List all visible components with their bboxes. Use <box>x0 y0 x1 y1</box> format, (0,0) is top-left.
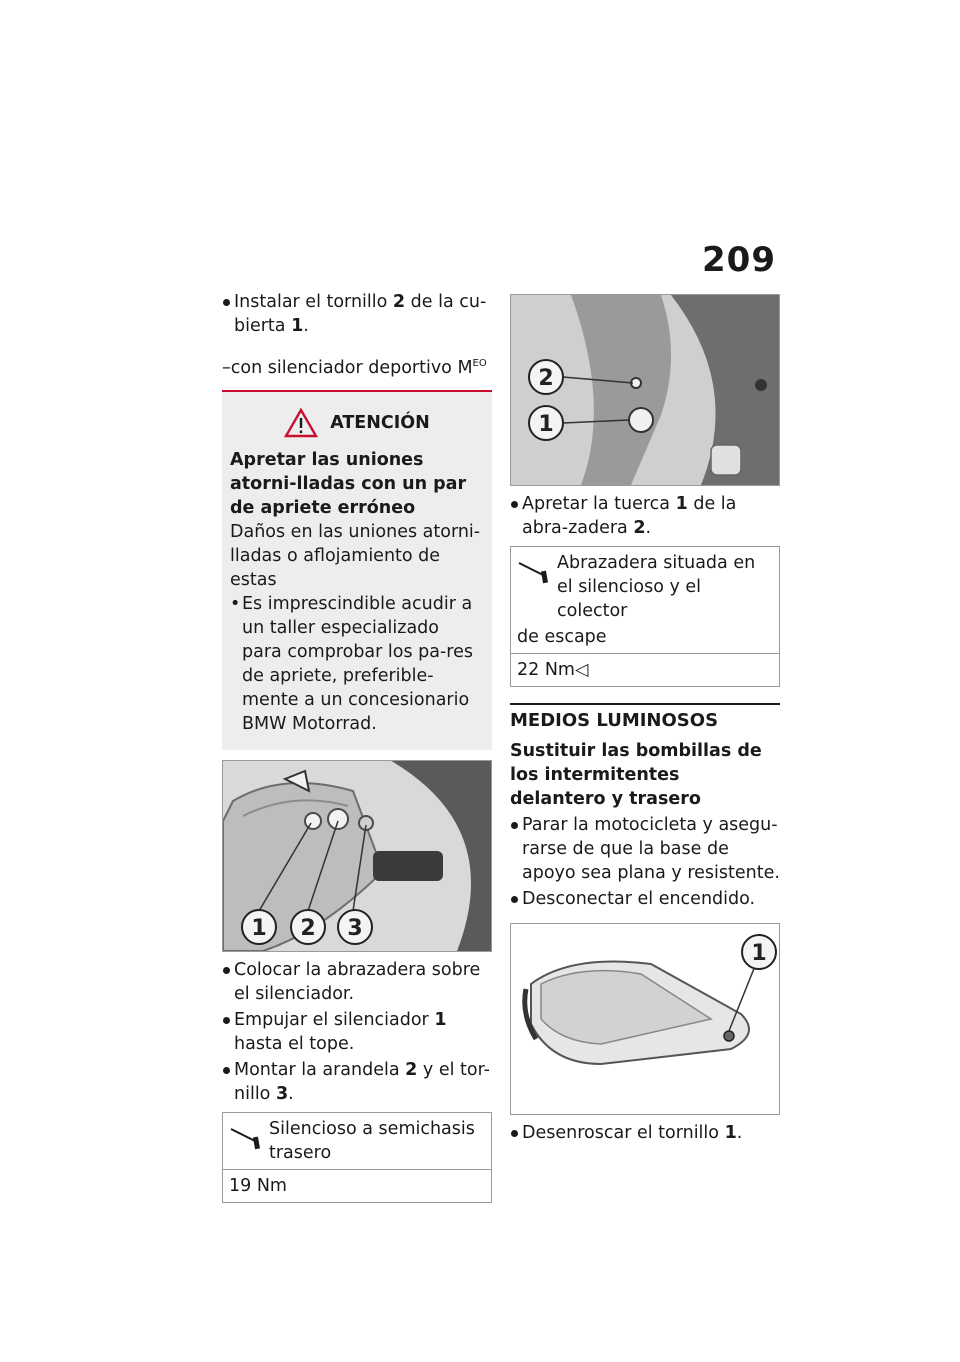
step-unscrew: Desenroscar el tornillo 1. <box>510 1121 780 1145</box>
torque-table-2 <box>510 546 780 687</box>
callout-1 <box>242 910 276 944</box>
torque-value-2: 22 Nm◁ <box>517 660 589 680</box>
svg-text:2: 2 <box>538 366 554 391</box>
step-ignition-off: Desconectar el encendido. <box>510 887 780 911</box>
clamp-illustration <box>511 295 779 485</box>
torque-wrench-icon <box>229 1125 265 1151</box>
callout-2-right <box>529 360 563 394</box>
svg-text:2: 2 <box>300 915 316 941</box>
svg-text:1: 1 <box>251 915 267 941</box>
page-number: 209 <box>702 240 776 280</box>
svg-text:1: 1 <box>751 941 767 966</box>
step-push-silencer: Empujar el silenciador 1 hasta el tope. <box>222 1008 492 1056</box>
torque-value-1: 19 Nm <box>229 1175 287 1196</box>
step-place-clamp: Colocar la abrazadera sobre el silenciador. <box>222 958 492 1006</box>
warning-triangle-icon <box>284 408 318 438</box>
step-install-screw: Instalar el tornillo 2 de la cu-bierta 1. <box>222 290 492 338</box>
svg-text:3: 3 <box>347 915 363 941</box>
callout-1-signal <box>742 935 776 969</box>
torque-wrench-icon <box>517 559 553 585</box>
figure-turn-signal <box>510 923 780 1115</box>
torque-spec-2: Abrazadera situada en el silencioso y el colector <box>557 553 756 621</box>
warning-heading: Apretar las uniones atorni-lladas con un par de apriete erróneo <box>230 449 467 518</box>
warning-title: ATENCIÓN <box>230 408 484 438</box>
subsection-title: Sustituir las bombillas de los intermitentes delantero y trasero <box>510 741 762 809</box>
warning-box <box>222 392 492 750</box>
figure-clamp <box>510 294 780 486</box>
torque-table-1 <box>222 1112 492 1203</box>
section-rule <box>510 703 780 705</box>
section-title: MEDIOS LUMINOSOS <box>510 710 719 731</box>
condition-line: –con silenciador deportivo $M^{EO}$ <box>222 357 487 378</box>
turn-signal-illustration <box>511 924 779 1114</box>
svg-text:1: 1 <box>538 412 554 437</box>
callout-3 <box>338 910 372 944</box>
right-column <box>510 294 780 1147</box>
silencer-illustration <box>223 761 491 951</box>
callout-1-right <box>529 406 563 440</box>
step-park-motorcycle: Parar la motocicleta y asegu-rarse de que la base de apoyo sea plana y resistente. <box>510 813 780 885</box>
warning-text: Daños en las uniones atorni-lladas o aflojamiento de estas <box>230 521 481 590</box>
warning-bullet: • Es imprescindible acudir a un taller especializado para comprobar los pa-res de apriete, preferible-mente a un concesionario BMW Motorrad. <box>230 592 484 736</box>
torque-spec-1: Silencioso a semichasis trasero <box>269 1118 475 1163</box>
step-mount-washer: Montar la arandela 2 y el tor-nillo 3. <box>222 1058 492 1106</box>
figure-silencer <box>222 760 492 952</box>
callout-2 <box>291 910 325 944</box>
step-tighten-nut: Apretar la tuerca 1 de la abra-zadera 2. <box>510 492 780 540</box>
torque-spec-2-rest: de escape <box>511 625 779 654</box>
left-column <box>222 290 492 1203</box>
